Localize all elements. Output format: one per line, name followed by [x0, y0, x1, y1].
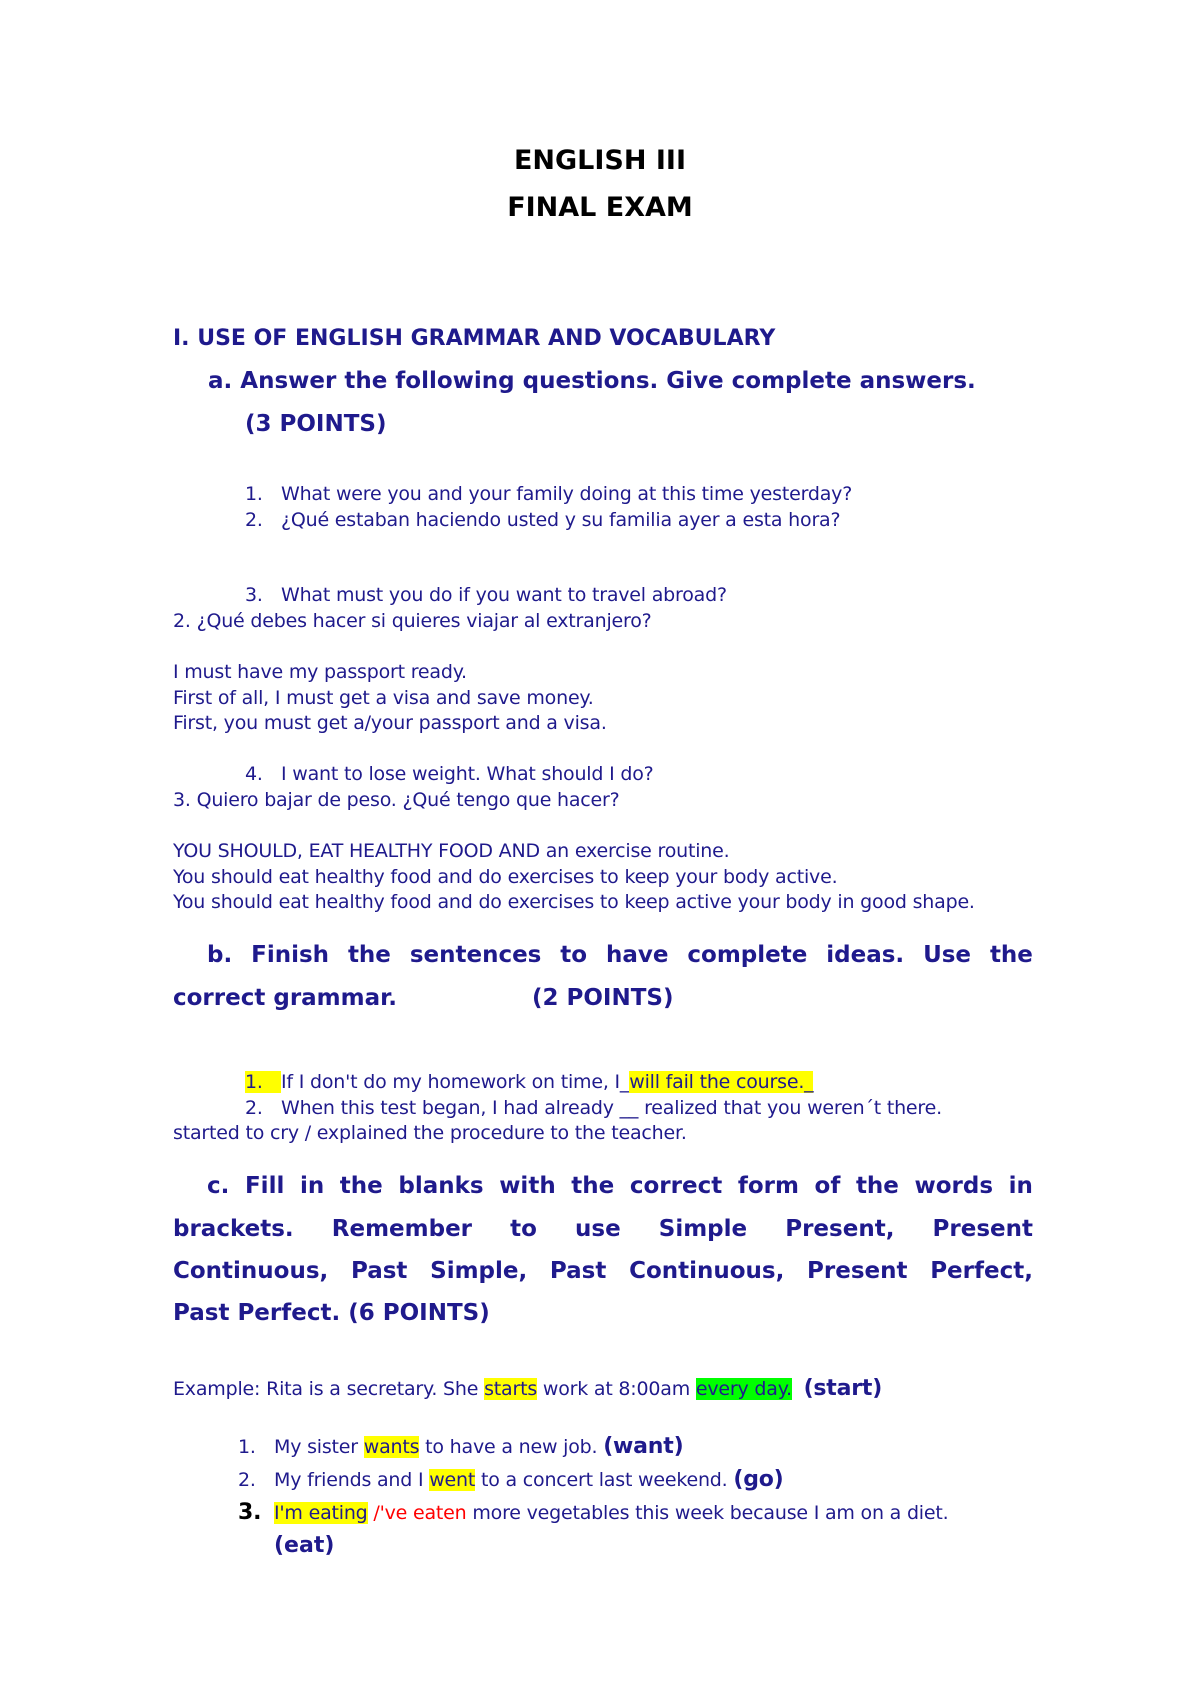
question-text: What were you and your family doing at this time yesterday?	[281, 483, 853, 505]
part-b-heading-line2: correct grammar.	[173, 985, 397, 1011]
heading-word: Fill	[244, 1173, 285, 1199]
example-verb: starts	[484, 1378, 538, 1400]
part-b-heading-line1	[173, 942, 1033, 968]
example-time: every day.	[695, 1378, 792, 1400]
item-number: 3.	[238, 1500, 262, 1525]
question-3-spanish: 2. ¿Qué debes hacer si quieres viajar al extranjero?	[173, 610, 652, 632]
heading-word: Present,	[785, 1216, 895, 1242]
question-text: I want to lose weight. What should I do?	[281, 763, 654, 785]
part-a-heading: a. Answer the following questions. Give complete answers.	[208, 368, 976, 394]
fill-item-2	[238, 1467, 784, 1492]
answer-line: You should eat healthy food and do exercises to keep your body active.	[173, 866, 838, 888]
item-text: to have a new job.	[419, 1436, 604, 1458]
example-text: work at 8:00am	[537, 1378, 696, 1400]
heading-word: Finish	[251, 942, 330, 968]
heading-word: blanks	[398, 1173, 484, 1199]
heading-word: b.	[207, 942, 233, 968]
heading-word: form	[737, 1173, 799, 1199]
sentence-1	[245, 1071, 813, 1093]
part-c-heading-line3	[173, 1258, 1033, 1284]
item-answer: wants	[363, 1436, 420, 1458]
fill-item-1	[238, 1434, 683, 1459]
sentence-text: If I don't do my homework on time, I_	[281, 1071, 630, 1093]
item-alternate-answer: /'ve eaten	[367, 1502, 467, 1524]
heading-word: Present	[807, 1258, 908, 1284]
heading-word: c.	[207, 1173, 230, 1199]
part-c-heading-line2	[173, 1216, 1033, 1242]
item-answer: I'm eating	[274, 1502, 368, 1524]
question-number: 2.	[245, 509, 263, 531]
item-bracket: (want)	[603, 1434, 684, 1459]
heading-word: in	[299, 1173, 325, 1199]
fill-item-3-bracket: (eat)	[274, 1533, 335, 1558]
heading-word: to	[560, 942, 588, 968]
sentence-number: 2.	[245, 1097, 263, 1119]
question-number: 3.	[245, 584, 263, 606]
heading-word: Simple,	[430, 1258, 528, 1284]
heading-word: the	[855, 1173, 899, 1199]
heading-word: the	[339, 1173, 383, 1199]
exam-title: FINAL EXAM	[507, 192, 693, 223]
question-text: What must you do if you want to travel abroad?	[281, 584, 727, 606]
answer-line: I must have my passport ready.	[173, 661, 467, 683]
example-line	[173, 1376, 882, 1401]
heading-word: in	[1008, 1173, 1033, 1199]
item-text: to a concert last weekend.	[475, 1469, 734, 1491]
heading-word: use	[575, 1216, 621, 1242]
heading-word: Present	[932, 1216, 1033, 1242]
answer-line: First of all, I must get a visa and save money.	[173, 687, 594, 709]
example-text: Example: Rita is a secretary. She	[173, 1378, 485, 1400]
heading-word: Perfect,	[930, 1258, 1033, 1284]
part-a-points: (3 POINTS)	[245, 411, 387, 437]
heading-word: brackets.	[173, 1216, 294, 1242]
sentence-answer: will fail the course._	[629, 1071, 814, 1093]
sentence-text: When this test began, I had already __ realized that you weren´t there.	[281, 1097, 942, 1119]
part-b-points: (2 POINTS)	[532, 985, 674, 1011]
heading-word: Simple	[658, 1216, 748, 1242]
heading-word: Use	[923, 942, 972, 968]
question-number: 4.	[245, 763, 263, 785]
answer-line: YOU SHOULD, EAT HEALTHY FOOD AND an exercise routine.	[173, 840, 730, 862]
course-title: ENGLISH III	[513, 145, 687, 176]
item-answer: went	[429, 1469, 476, 1491]
heading-word: the	[571, 1173, 615, 1199]
question-3	[245, 584, 727, 606]
heading-word: with	[499, 1173, 556, 1199]
answer-line: You should eat healthy food and do exercises to keep active your body in good shape.	[173, 891, 975, 913]
heading-word: correct	[629, 1173, 723, 1199]
heading-word: Past	[549, 1258, 607, 1284]
item-number: 2.	[238, 1469, 256, 1491]
heading-word: sentences	[409, 942, 542, 968]
heading-word: Past	[350, 1258, 408, 1284]
question-text: ¿Qué estaban haciendo usted y su familia ayer a esta hora?	[281, 509, 841, 531]
part-c-heading-line1	[173, 1173, 1033, 1199]
item-text: My friends and I	[274, 1469, 430, 1491]
sentence-2	[245, 1097, 942, 1119]
heading-word: Continuous,	[629, 1258, 785, 1284]
item-text: My sister	[274, 1436, 364, 1458]
question-2	[245, 509, 840, 531]
part-c-heading-line4: Past Perfect. (6 POINTS)	[173, 1300, 490, 1326]
question-4-spanish: 3. Quiero bajar de peso. ¿Qué tengo que hacer?	[173, 789, 620, 811]
item-number: 1.	[238, 1436, 256, 1458]
question-number: 1.	[245, 483, 263, 505]
heading-word: of	[814, 1173, 841, 1199]
example-bracket: (start)	[803, 1376, 883, 1401]
heading-word: have	[605, 942, 669, 968]
sentence-number: 1.	[245, 1071, 281, 1093]
item-text: more vegetables this week because I am on a diet.	[466, 1502, 949, 1524]
heading-word: to	[510, 1216, 537, 1242]
item-bracket: (go)	[733, 1467, 784, 1492]
heading-word: Continuous,	[173, 1258, 329, 1284]
heading-word: ideas.	[826, 942, 905, 968]
heading-word: complete	[687, 942, 808, 968]
sentence-2-continuation: started to cry / explained the procedure to the teacher.	[173, 1122, 687, 1144]
heading-word: the	[347, 942, 391, 968]
section1-heading: I. USE OF ENGLISH GRAMMAR AND VOCABULARY	[173, 326, 776, 351]
heading-word: words	[914, 1173, 994, 1199]
question-4	[245, 763, 654, 785]
question-1	[245, 483, 852, 505]
fill-item-3	[238, 1500, 948, 1525]
answer-line: First, you must get a/your passport and a visa.	[173, 712, 607, 734]
heading-word: Remember	[331, 1216, 473, 1242]
heading-word: the	[989, 942, 1033, 968]
